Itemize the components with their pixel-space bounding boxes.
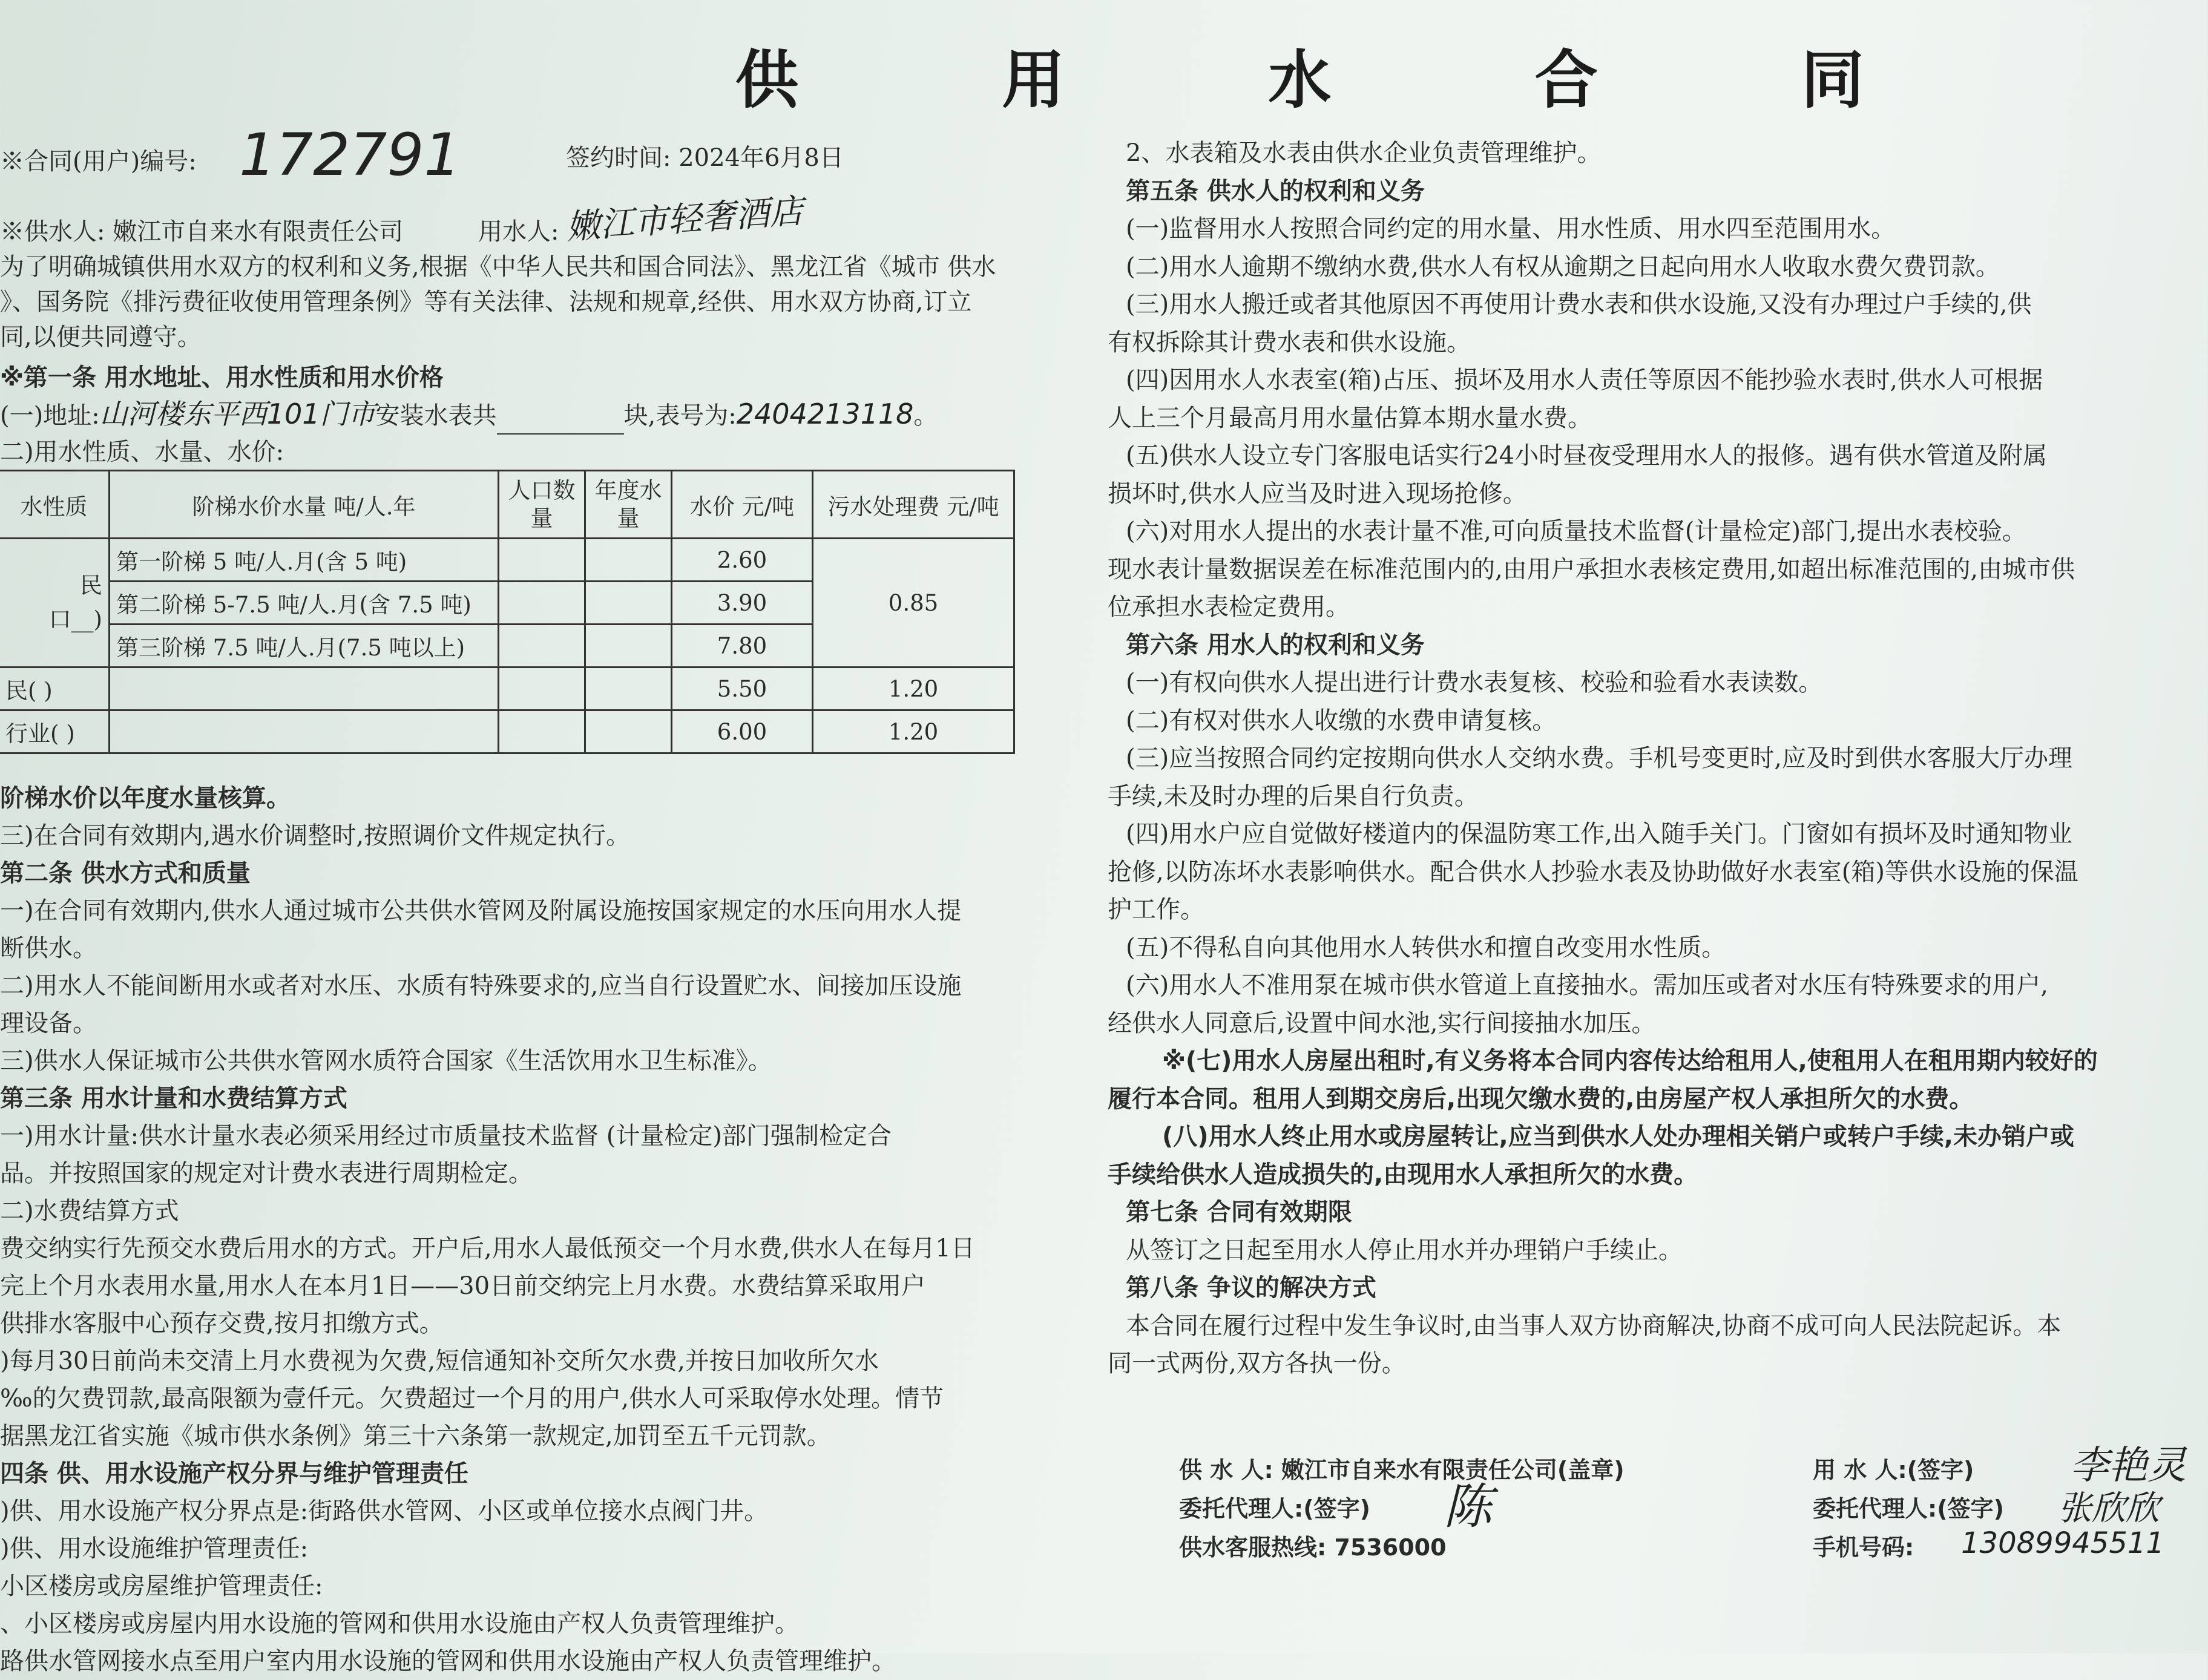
text-line: 有权拆除其计费水表和供水设施。	[1108, 328, 1471, 356]
resident-sub: 口__)	[48, 606, 102, 632]
supplier-sign-line	[1179, 1451, 1625, 1485]
text-line: 人上三个月最高月用水量估算本期水量水费。	[1108, 404, 1592, 432]
text-line: (一)监督用水人按照合同约定的用水量、用水性质、用水四至范围用水。	[1126, 215, 1896, 243]
table-header: 污水处理费 元/吨	[813, 471, 1014, 539]
section-heading: 第二条 供水方式和质量	[0, 859, 251, 887]
agent-label: 委托代理人:(签字)	[1179, 1495, 1370, 1522]
document-title: 供 用 水 合 同	[735, 42, 1955, 117]
user-agent-signature: 张欣欣	[2058, 1489, 2160, 1528]
text-line: 品。并按照国家的规定对计费水表进行周期检定。	[0, 1160, 533, 1187]
text-line: 同一式两份,双方各执一份。	[1108, 1350, 1406, 1377]
user-name: 嫩江市轻奢酒店	[565, 191, 805, 248]
text-line: 2、水表箱及水表由供水企业负责管理维护。	[1126, 139, 1602, 167]
meter-no: 2404213118	[736, 398, 914, 430]
text-line: (五)供水人设立专门客服电话实行24小时昼夜受理用水人的报修。遇有供水管道及附属	[1126, 442, 2048, 470]
section-heading: 四条 供、用水设施产权分界与维护管理责任	[0, 1460, 468, 1488]
tier-label: 第二阶梯 5-7.5 吨/人.月(含 7.5 吨)	[110, 582, 499, 625]
text-line: ‰的欠费罚款,最高限额为壹仟元。欠费超过一个月的用户,供水人可采取停水处理。情节	[0, 1385, 944, 1413]
text-line: )供、用水设施产权分界点是:街路供水管网、小区或单位接水点阀门井。	[0, 1497, 769, 1525]
row-price: 5.50	[672, 668, 813, 710]
text-line: (二)用水人逾期不缴纳水费,供水人有权从逾期之日起向用水人收取水费欠费罚款。	[1126, 252, 2000, 281]
contract-no: 172791	[239, 121, 461, 189]
text-line: (六)用水人不准用泵在城市供水管道上直接抽水。需加压或者对水压有特殊要求的用户,	[1126, 971, 2048, 999]
table-header: 水价 元/吨	[672, 471, 813, 539]
section-heading: (八)用水人终止用水或房屋转让,应当到供水人处办理相关销户或转户手续,未办销户或	[1162, 1123, 2074, 1150]
text-line: 完上个月水表用水量,用水人在本月1日——30日前交纳完上月水费。水费结算采取用户	[0, 1272, 926, 1300]
text-line: 手续,未及时办理的后果自行负责。	[1108, 782, 1479, 810]
text-line: 一)在合同有效期内,供水人通过城市公共供水管网及附属设施按国家规定的水压向用水人提	[0, 897, 962, 925]
text-line: 抢修,以防冻坏水表影响供水。配合供水人抄验水表及协助做好水表室(箱)等供水设施的保温	[1108, 858, 2078, 886]
intro	[0, 249, 996, 355]
table-header: 水性质	[0, 471, 110, 539]
text-line: 损坏时,供水人应当及时进入现场抢修。	[1108, 479, 1527, 508]
intro-line: 为了明确城镇供用水双方的权利和义务,根据《中华人民共和国合同法》、黑龙江省《城市 供水	[0, 253, 996, 281]
text-line: 经供水人同意后,设置中间水池,实行间接抽水加压。	[1108, 1009, 1656, 1037]
tier-price: 2.60	[672, 539, 813, 582]
hotline-label: 供水客服热线:	[1179, 1534, 1327, 1561]
row-sewage: 1.20	[813, 710, 1014, 753]
table-row	[0, 710, 1014, 753]
text-line: 费交纳实行先预交水费后用水的方式。开户后,用水人最低预交一个月水费,供水人在每月1日	[0, 1235, 975, 1262]
text-line: 现水表计量数据误差在标准范围内的,由用户承担水表核定费用,如超出标准范围的,由城市供	[1108, 555, 2075, 583]
text-line: 二)用水人不能间断用水或者对水压、水质有特殊要求的,应当自行设置贮水、间接加压设施	[0, 972, 962, 1000]
user-agent-label: 委托代理人:(签字)	[1813, 1495, 2004, 1522]
supplier-sign-label: 供 水 人:	[1179, 1457, 1273, 1483]
text-line: (三)应当按照合同约定按期向供水人交纳水费。手机号变更时,应及时到供水客服大厅办理	[1126, 744, 2072, 772]
section-heading: 手续给供水人造成损失的,由现用水人承担所欠的水费。	[1108, 1160, 1698, 1189]
meter-unit: 块,表号为:	[623, 402, 737, 430]
text-line: 护工作。	[1108, 896, 1204, 924]
resident-sewage: 0.85	[813, 539, 1014, 668]
article-1-sub2: 二)用水性质、水量、水价:	[0, 438, 284, 466]
table-header: 年度水量	[585, 471, 672, 539]
right-column	[1108, 134, 2098, 1383]
text-line: )供、用水设施维护管理责任:	[0, 1535, 309, 1563]
meter-count-blank	[497, 398, 624, 435]
text-line: (六)对用水人提出的水表计量不准,可向质量技术监督(计量检定)部门,提出水表校验。	[1126, 517, 2026, 545]
hotline-line	[1179, 1529, 1447, 1562]
text-line: 断供水。	[0, 934, 97, 962]
tier-price: 3.90	[672, 582, 813, 625]
supplier-line: ※供水人: 嫩江市自来水有限责任公司	[0, 218, 404, 246]
text-line: (三)用水人搬迁或者其他原因不再使用计费水表和供水设施,又没有办理过户手续的,供	[1126, 290, 2032, 318]
section-heading: 履行本合同。租用人到期交房后,出现欠缴水费的,由房屋产权人承担所欠的水费。	[1108, 1084, 1974, 1113]
rate-table	[0, 470, 1015, 754]
tier-label: 第一阶梯 5 吨/人.月(含 5 吨)	[110, 539, 499, 582]
contract-no-label: ※合同(用户)编号:	[0, 148, 197, 176]
tier-label: 第三阶梯 7.5 吨/人.月(7.5 吨以上)	[110, 625, 499, 668]
phone-number: 13089945511	[1961, 1526, 2164, 1560]
address-line: (一)地址:山河楼东平西101门市安装水表共 块,表号为:2404213118。	[0, 396, 938, 435]
section-heading: 第七条 合同有效期限	[1126, 1198, 1352, 1226]
text-line: 路供水管网接水点至用户室内用水设施的管网和供用水设施由产权人负责管理维护。	[0, 1647, 896, 1675]
hotline-number: 7536000	[1334, 1534, 1447, 1561]
section-heading: 第八条 争议的解决方式	[1126, 1274, 1376, 1302]
row-label: 民( )	[0, 668, 110, 710]
text-line: 供排水客服中心预存交费,按月扣缴方式。	[0, 1310, 444, 1337]
text-line: 一)用水计量:供水计量水表必须采用经过市质量技术监督 (计量检定)部门强制检定合	[0, 1122, 892, 1150]
table-header: 阶梯水价水量 吨/人.年	[110, 471, 499, 539]
left-column	[0, 779, 975, 1680]
user-signature: 李艳灵	[2070, 1443, 2186, 1488]
text-line: 二)水费结算方式	[0, 1197, 179, 1225]
table-row	[0, 668, 1014, 710]
meter-text: 安装水表共	[375, 402, 497, 430]
intro-line: 同,以便共同遵守。	[0, 323, 202, 351]
address-value: 山河楼东平西101门市	[99, 398, 376, 430]
section-heading: 第五条 供水人的权利和义务	[1126, 177, 1425, 205]
row-price: 6.00	[672, 710, 813, 753]
text-line: (二)有权对供水人收缴的水费申请复核。	[1126, 706, 1557, 735]
resident-label: 民	[80, 573, 102, 599]
tier-price: 7.80	[672, 625, 813, 668]
section-heading: 第三条 用水计量和水费结算方式	[0, 1084, 347, 1112]
text-line: 理设备。	[0, 1009, 97, 1037]
article-1-title: ※第一条 用水地址、用水性质和用水价格	[0, 364, 444, 392]
row-sewage: 1.20	[813, 668, 1014, 710]
resident-cell	[0, 539, 110, 668]
text-line: (一)有权向供水人提出进行计费水表复核、校验和验看水表读数。	[1126, 669, 1823, 697]
text-line: 从签订之日起至用水人停止用水并办理销户手续止。	[1126, 1236, 1683, 1264]
table-row	[0, 539, 1014, 582]
agent-signature: 陈	[1444, 1478, 1492, 1535]
text-line: 位承担水表检定费用。	[1108, 593, 1350, 621]
section-heading: 阶梯水价以年度水量核算。	[0, 784, 291, 812]
text-line: 三)在合同有效期内,遇水价调整时,按照调价文件规定执行。	[0, 822, 631, 850]
user-label: 用水人:	[478, 218, 559, 246]
supplier-sign-value: 嫩江市自来水有限责任公司(盖章)	[1281, 1457, 1625, 1483]
text-line: 本合同在履行过程中发生争议时,由当事人双方协商解决,协商不成可向人民法院起诉。本	[1126, 1311, 2062, 1340]
text-line: (四)因用水人水表室(箱)占压、损坏及用水人责任等原因不能抄验水表时,供水人可根据	[1126, 366, 2043, 394]
text-line: (四)用水户应自觉做好楼道内的保温防寒工作,出入随手关门。门窗如有损坏及时通知物业	[1126, 820, 2072, 848]
section-heading: ※(七)用水人房屋出租时,有义务将本合同内容传达给租用人,使租用人在租用期内较好的	[1162, 1047, 2098, 1075]
intro-line: 》、国务院《排污费征收使用管理条例》等有关法律、法规和规章,经供、用水双方协商,订立	[0, 288, 972, 316]
text-line: 三)供水人保证城市公共供水管网水质符合国家《生活饮用水卫生标准》。	[0, 1047, 772, 1075]
section-heading: 第六条 用水人的权利和义务	[1126, 631, 1425, 659]
table-header: 人口数量	[499, 471, 585, 539]
text-line: (五)不得私自向其他用水人转供水和擅自改变用水性质。	[1126, 933, 1726, 962]
row-label: 行业( )	[0, 710, 110, 753]
text-line: 据黑龙江省实施《城市供水条例》第三十六条第一款规定,加罚至五千元罚款。	[0, 1422, 831, 1450]
user-sign-label: 用 水 人:(签字)	[1813, 1457, 1974, 1483]
text-line: 小区楼房或房屋维护管理责任:	[0, 1572, 323, 1600]
address-label: (一)地址:	[0, 402, 100, 430]
text-line: )每月30日前尚未交清上月水费视为欠费,短信通知补交所欠水费,并按日加收所欠水	[0, 1347, 879, 1375]
text-line: 、小区楼房或房屋内用水设施的管网和供用水设施由产权人负责管理维护。	[0, 1610, 799, 1638]
sign-date: 签约时间: 2024年6月8日	[566, 144, 844, 172]
phone-label: 手机号码:	[1813, 1534, 1914, 1561]
